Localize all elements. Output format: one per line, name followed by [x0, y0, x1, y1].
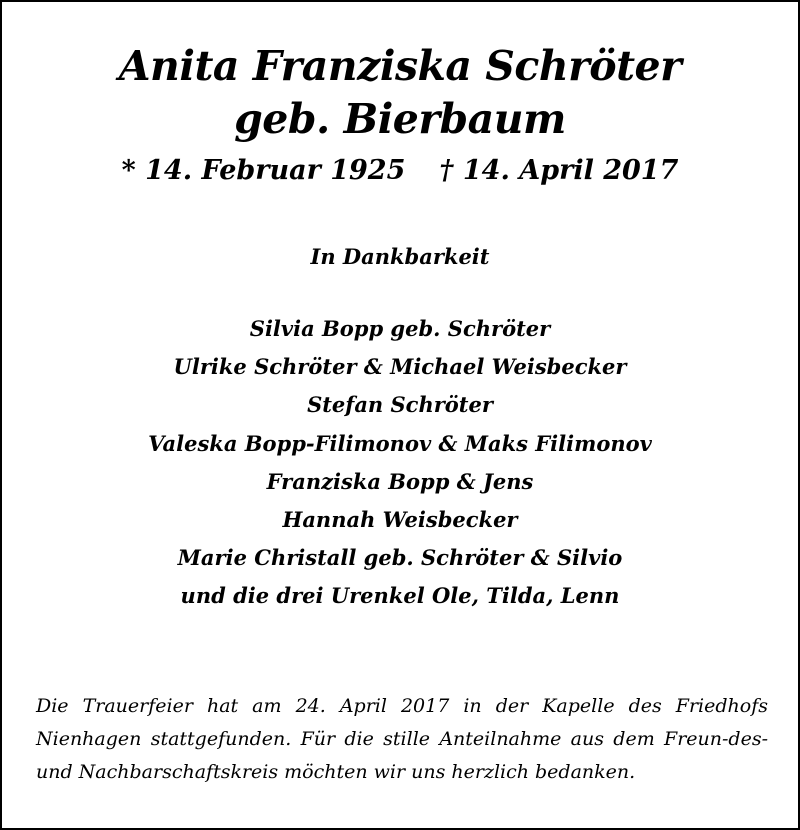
life-dates	[2, 153, 798, 189]
mourner-entry: Silvia Bopp geb. Schröter	[249, 316, 551, 341]
mourners-list	[2, 314, 798, 620]
mourner-entry: Franziska Bopp & Jens	[266, 468, 534, 494]
death-date: † 14. April 2017	[439, 155, 679, 186]
mourner-entry: und die drei Urenkel Ole, Tilda, Lenn	[180, 583, 620, 609]
funeral-note: Die Trauerfeier hat am 24. April 2017 in der Kapelle des Friedhofs Nienhagen stattgefunden. Für die stille Anteilnahme aus dem Freun-des- und Nachbarschaftskreis möchten wir uns herzlich bedanken.	[36, 695, 768, 783]
deceased-name: Anita Franziska Schröter	[118, 42, 682, 90]
birth-date: * 14. Februar 1925	[121, 155, 406, 186]
mourner-entry: Stefan Schröter	[307, 392, 493, 418]
mourner-entry: Ulrike Schröter & Michael Weisbecker	[173, 354, 627, 380]
gratitude-heading: In Dankbarkeit	[310, 244, 490, 269]
deceased-birth-name: geb. Bierbaum	[234, 95, 566, 143]
mourner-entry: Marie Christall geb. Schröter & Silvio	[177, 545, 623, 571]
mourner-entry: Valeska Bopp-Filimonov & Maks Filimonov	[148, 430, 652, 456]
mourner-entry: Hannah Weisbecker	[282, 506, 518, 532]
